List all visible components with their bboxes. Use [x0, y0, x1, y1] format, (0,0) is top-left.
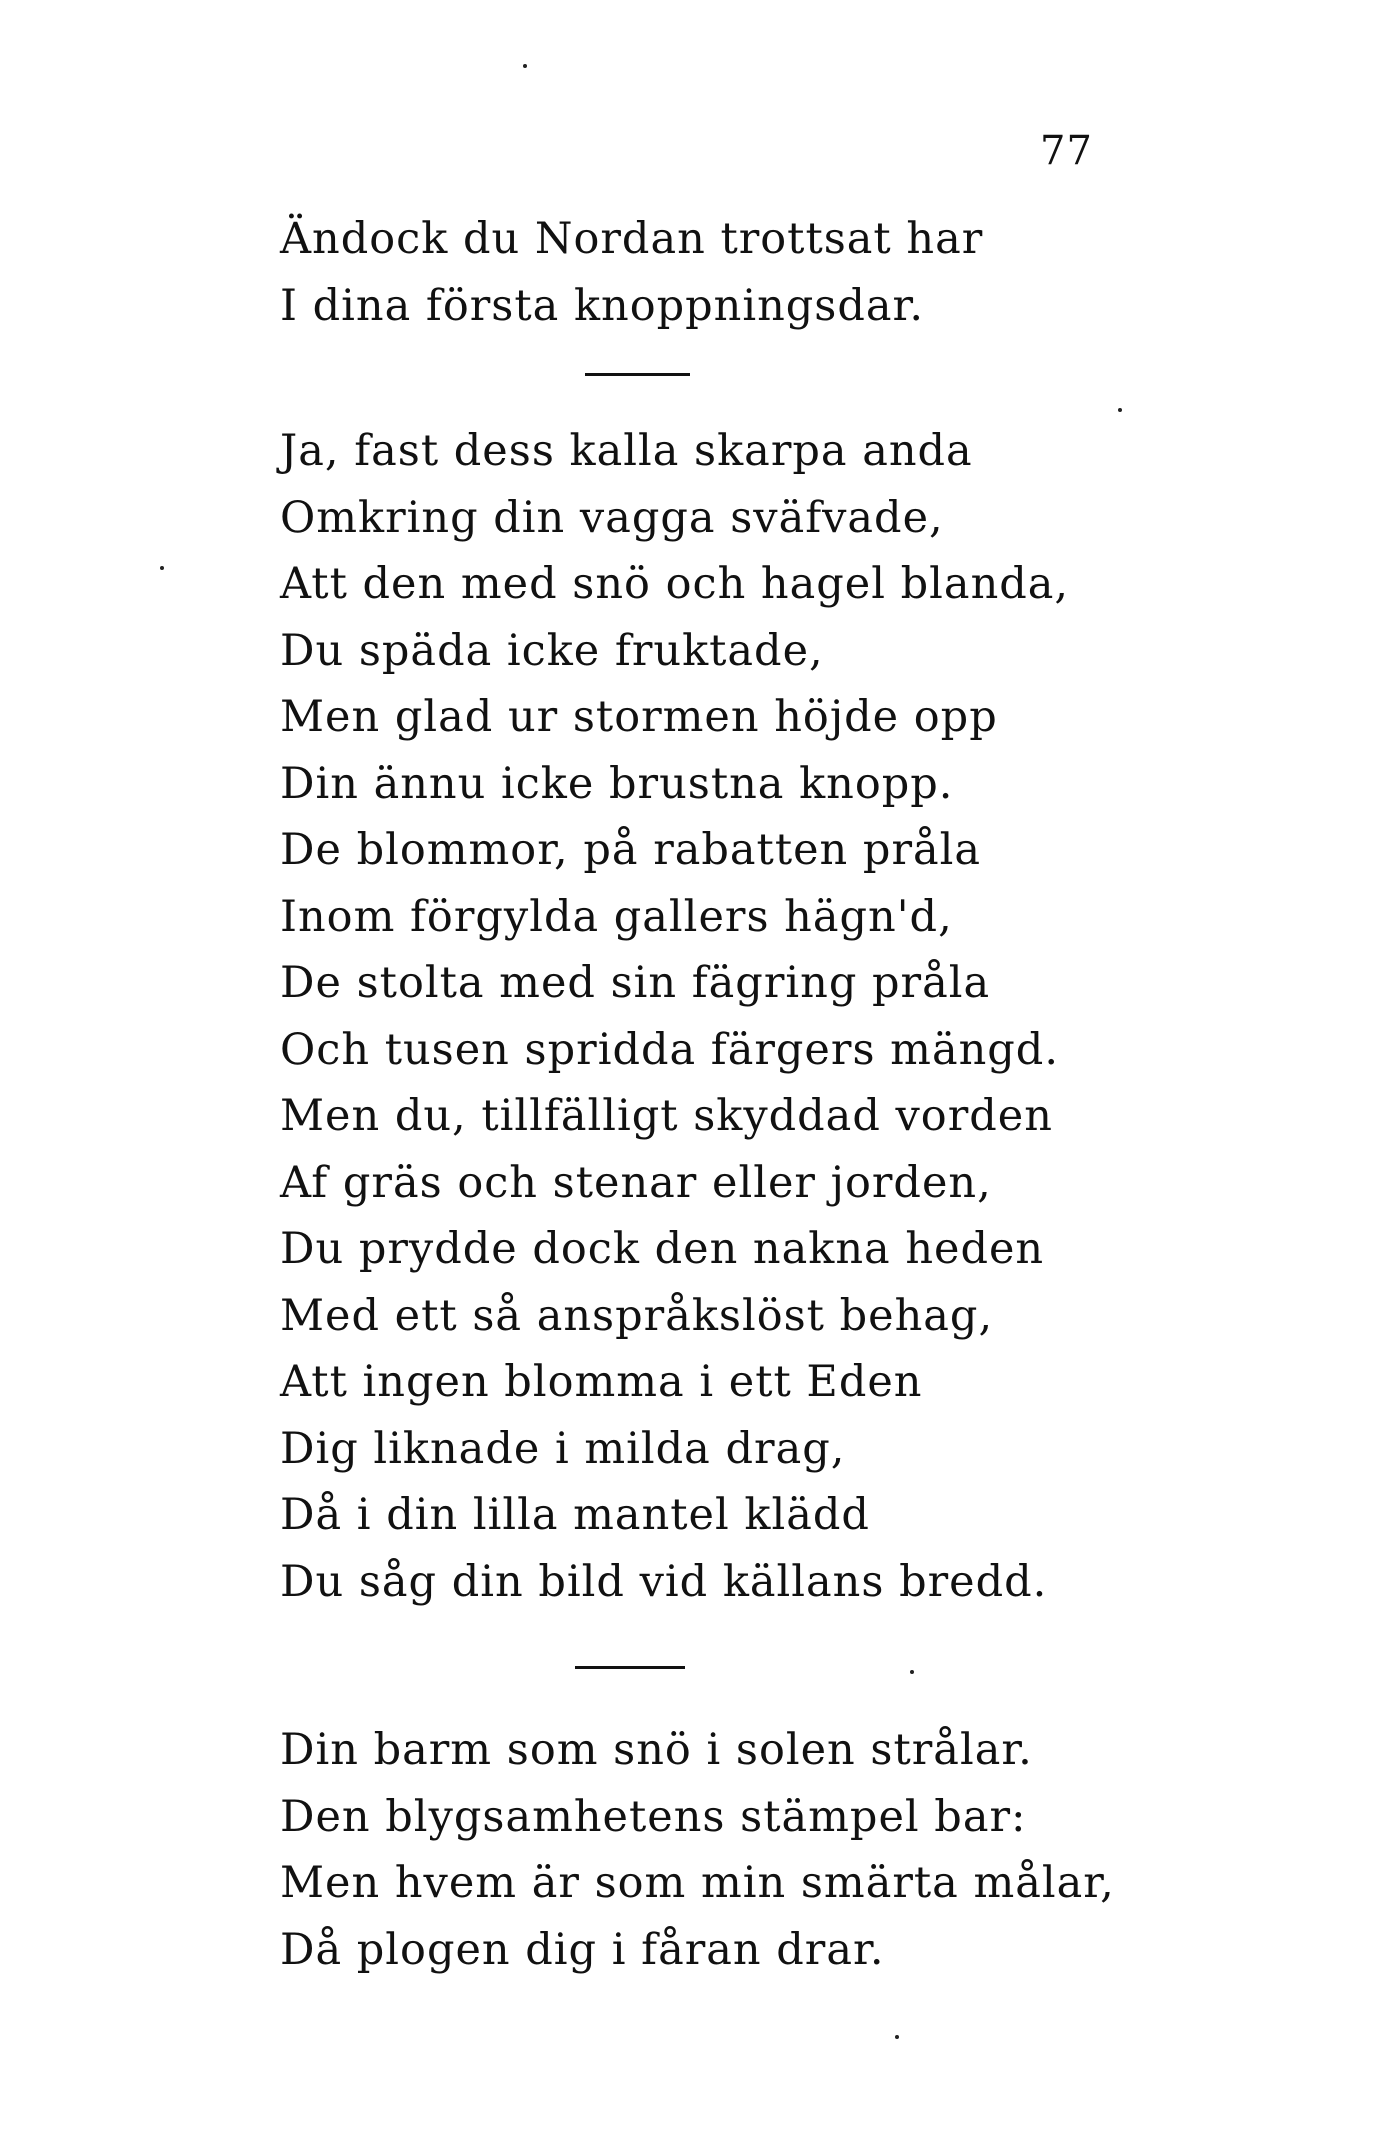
- verse-line: Då i din lilla mantel klädd: [280, 1490, 870, 1540]
- verse-line: Omkring din vagga sväfvade,: [280, 492, 944, 543]
- scan-speck: [160, 566, 164, 570]
- verse-line: Då plogen dig i fåran drar.: [280, 1924, 885, 1975]
- stanza-2: [280, 418, 1069, 1615]
- verse-line: Att den med snö och hagel blanda,: [280, 559, 1070, 609]
- verse-line: Ändock du Nordan trottsat har: [280, 214, 984, 264]
- scan-speck: [523, 64, 527, 68]
- verse-line: Af gräs och stenar eller jorden,: [280, 1157, 992, 1208]
- verse-line: Med ett så anspråkslöst behag,: [280, 1290, 994, 1341]
- verse-line: Men du, tillfälligt skyddad vorden: [280, 1091, 1053, 1141]
- stanza-3: [280, 1717, 1115, 1983]
- section-divider: [575, 1666, 685, 1669]
- verse-line: Den blygsamhetens stämpel bar:: [280, 1791, 1027, 1842]
- scan-speck: [1118, 408, 1122, 412]
- verse-line: Att ingen blomma i ett Eden: [280, 1357, 923, 1407]
- verse-line: Din barm som snö i solen strålar.: [280, 1725, 1033, 1775]
- verse-line: Och tusen spridda färgers mängd.: [280, 1024, 1059, 1075]
- verse-line: Ja, fast dess kalla skarpa anda: [280, 426, 973, 476]
- section-divider: [585, 373, 690, 376]
- verse-line: Men hvem är som min smärta målar,: [280, 1858, 1115, 1908]
- verse-line: Du prydde dock den nakna heden: [280, 1224, 1045, 1274]
- scan-speck: [895, 2035, 899, 2039]
- verse-line: Inom förgylda gallers hägn'd,: [280, 891, 953, 942]
- verse-line: Dig liknade i milda drag,: [280, 1423, 846, 1474]
- verse-line: Du såg din bild vid källans bredd.: [280, 1556, 1048, 1607]
- verse-line: De stolta med sin fägring pråla: [280, 958, 991, 1008]
- page-number: 77: [1040, 128, 1093, 174]
- stanza-1: [280, 206, 983, 339]
- verse-line: Du späda icke fruktade,: [280, 625, 824, 676]
- verse-line: I dina första knoppningsdar.: [280, 280, 925, 331]
- verse-line: Din ännu icke brustna knopp.: [280, 758, 954, 809]
- scan-speck: [910, 1670, 914, 1674]
- verse-line: De blommor, på rabatten pråla: [280, 825, 982, 875]
- verse-line: Men glad ur stormen höjde opp: [280, 692, 998, 742]
